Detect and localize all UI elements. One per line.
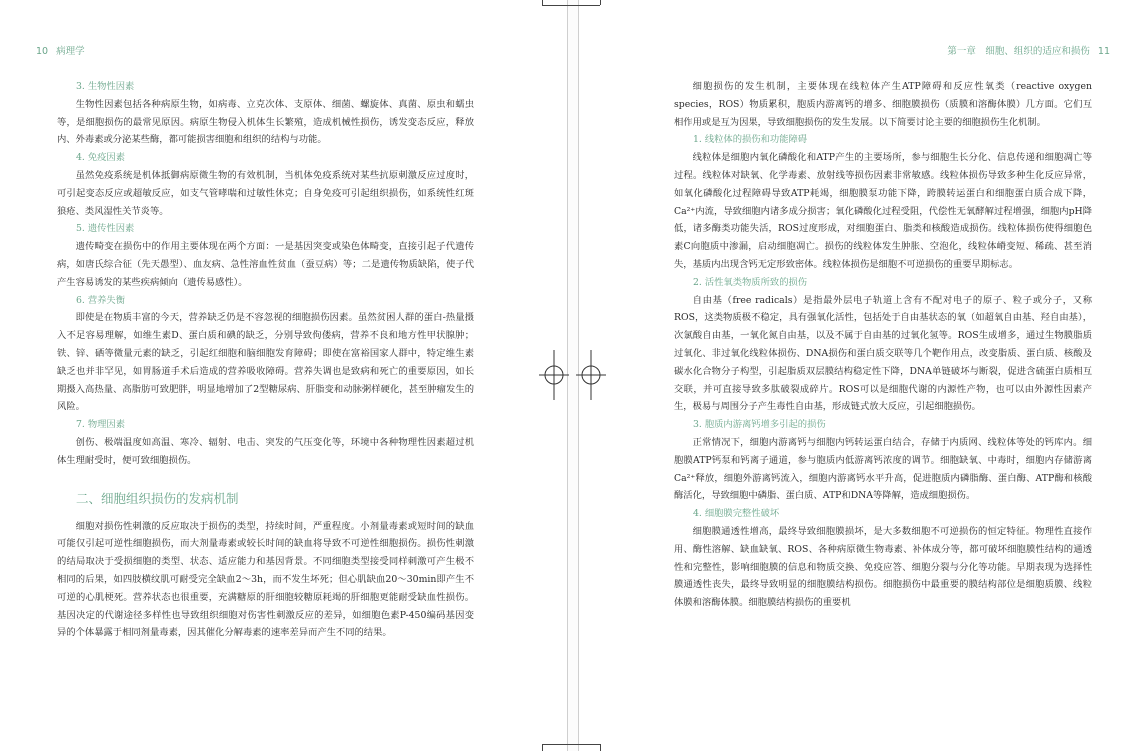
bottom-crop-mark [542, 744, 600, 745]
top-crop-mark-right [600, 0, 601, 5]
body-paragraph: 正常情况下，细胞内游离钙与细胞内钙转运蛋白结合，存储于内质网、线粒体等处的钙库内。细胞膜ATP钙泵和钙离子通道，参与胞质内低游离钙浓度的调节。细胞缺氧、中毒时，细胞内存储游离Ca²⁺释放，细胞外游离钙流入，细胞内游离钙水平升高，促进胞质内磷脂酶、蛋白酶、ATP酶和核酸酶活化，导致细胞中磷脂、蛋白质、ATP和DNA等降解，造成细胞损伤。 [674, 436, 1092, 502]
body-paragraph: 遗传畸变在损伤中的作用主要体现在两个方面：一是基因突变或染色体畸变，直接引起子代遗传病，如唐氏综合征（先天愚型）、血友病、急性溶血性贫血（蚕豆病）等；二是遗传物质缺陷，使子代产生容易诱发的某些疾病倾向（遗传易感性）。 [57, 241, 474, 288]
body-paragraph: 细胞损伤的发生机制，主要体现在线粒体产生ATP障碍和反应性氧类（reactive oxygen species，ROS）物质累积，胞质内游离钙的增多、细胞膜损伤（质膜和溶酶体膜）几方面。它们互相作用或是互为因果，导致细胞损伤的发生发展。以下简要讨论主要的细胞损伤生化机制。 [674, 81, 1092, 128]
body-paragraph: 细胞对损伤性刺激的反应取决于损伤的类型，持续时间，严重程度。小剂量毒素或短时间的缺血可能仅引起可逆性细胞损伤，而大剂量毒素或较长时间的缺血将导致不可逆性细胞损伤。损伤性刺激的结局取决于受损细胞的类型、状态、适应能力和基因背景。不同细胞类型接受同样刺激可产生极不相同的后果，如四肢横纹肌可耐受完全缺血2～3h，而不发生坏死；但心肌缺血20～30min即产生不可逆的心肌梗死。营养状态也很重要，充满糖原的肝细胞较糖原耗竭的肝细胞更能耐受缺血性损伤。基因决定的代谢途径多样性也导致组织细胞对伤害性刺激反应的差异，如细胞色素P-450编码基因变异的个体暴露于相同剂量毒素，因其催化分解毒素的速率差异而产生不同的结果。 [57, 520, 474, 639]
section-heading: 3. 生物性因素 [76, 81, 135, 92]
section-heading: 5. 遗传性因素 [76, 223, 135, 235]
left-page-number: 10 [36, 46, 49, 57]
bottom-crop-mark-left [542, 744, 543, 751]
body-paragraph: 生物性因素包括各种病原生物，如病毒、立克次体、支原体、细菌、螺旋体、真菌、原虫和蠕虫等，是细胞损伤的最常见原因。病原生物侵入机体生长繁殖，造成机械性损伤，诱发变态反应，释放内、外毒素或分泌某些酶，都可能损害细胞和组织的结构与功能。 [57, 98, 474, 146]
section-heading: 3. 胞质内游离钙增多引起的损伤 [693, 419, 826, 431]
body-paragraph: 创伤、极端温度如高温、寒冷、辐射、电击、突发的气压变化等，环境中各种物理性因素超过机体生理耐受时，便可致细胞损伤。 [57, 436, 474, 466]
right-page-number: 11 [1097, 46, 1110, 57]
top-crop-mark-left [542, 0, 543, 5]
chapter-section-heading: 二、细胞组织损伤的发病机制 [76, 490, 239, 506]
right-running-head [947, 43, 1110, 57]
registration-marks [535, 340, 615, 410]
section-heading: 7. 物理因素 [76, 419, 126, 431]
section-heading: 6. 营养失衡 [76, 294, 126, 306]
left-running-head [36, 43, 85, 57]
registration-mark-left [539, 350, 569, 400]
body-paragraph: 线粒体是细胞内氧化磷酸化和ATP产生的主要场所，参与细胞生长分化、信息传递和细胞凋亡等过程。线粒体对缺氧、化学毒素、放射线等损伤因素非常敏感。线粒体损伤导致多种生化反应异常，如氧化磷酸化过程障碍导致ATP耗竭，细胞膜泵功能下降，跨膜转运蛋白和细胞蛋白质合成下降，Ca²⁺内流，导致细胞内诸多成分损害；氧化磷酸化过程受阻，代偿性无氧酵解过程增强，细胞内pH降低，诸多酶类功能失活，ROS过度形成，对细胞蛋白、脂类和核酸造成损伤。线粒体损伤使得细胞色素C向胞质中渗漏，启动细胞凋亡。损伤的线粒体发生肿胀、空泡化，线粒体嵴变短、稀疏、甚至消失，基质内出现含钙无定形致密体。线粒体损伤是细胞不可逆损伤的重要早期标志。 [674, 152, 1092, 270]
section-heading: 4. 细胞膜完整性破坏 [693, 508, 780, 520]
left-header-title: 病理学 [56, 46, 85, 57]
section-heading: 4. 免疫因素 [76, 152, 126, 164]
section-heading: 1. 线粒体的损伤和功能障碍 [693, 134, 808, 146]
top-crop-mark [542, 5, 600, 6]
body-paragraph: 即使是在物质丰富的今天，营养缺乏仍是不容忽视的细胞损伤因素。虽然贫困人群的蛋白-热量摄入不足容易理解，如维生素D、蛋白质和碘的缺乏，分别导致佝偻病，营养不良和地方性甲状腺肿；铁、锌、硒等微量元素的缺乏，引起红细胞和脑细胞发育障碍；即使在富裕国家人群中，特定维生素缺乏也并非罕见，如胃肠道手术后造成的营养吸收障碍。营养失调也是致病和死亡的重要原因，如长期摄入高热量、高脂肪可致肥胖，明显地增加了2型糖尿病、肝脂变和动脉粥样硬化，甚至肿瘤发生的风险。 [57, 312, 474, 413]
registration-mark-right [576, 350, 606, 400]
body-paragraph: 自由基（free radicals）是指最外层电子轨道上含有不配对电子的原子、粒子或分子，又称ROS，这类物质极不稳定，具有强氧化活性，包括处于自由基状态的氧（如超氧自由基、羟自由基），次氯酸自由基，一氧化氮自由基，以及不属于自由基的过氧化氢等。ROS生成增多，通过生物膜脂质过氧化、非过氧化线粒体损伤、DNA损伤和蛋白质交联等几个靶作用点，改变脂质、蛋白质、核酸及碳水化合物分子构型，引起脂质双层膜结构稳定性下降，DNA单链破坏与断裂，促进含硫蛋白质相互交联，并可直接导致多肽破裂成碎片。ROS可以是细胞代谢的内源性产物，也可以由外源性因素产生，极易与周围分子产生毒性自由基，形成链式放大反应，引起细胞损伤。 [674, 294, 1092, 413]
right-page-body [674, 78, 1092, 612]
body-paragraph: 虽然免疫系统是机体抵御病原微生物的有效机制，当机体免疫系统对某些抗原刺激反应过度时，可引起变态反应或超敏反应，如支气管哮喘和过敏性休克；自身免疫可引起组织损伤，如系统性红斑狼疮、类风湿性关节炎等。 [57, 169, 474, 217]
right-header-title: 第一章 细胞、组织的适应和损伤 [947, 46, 1090, 57]
bottom-crop-mark-right [600, 744, 601, 751]
body-paragraph: 细胞膜通透性增高，最终导致细胞膜损坏，是大多数细胞不可逆损伤的恒定特征。物理性直接作用、酶性溶解、缺血缺氧、ROS、各种病原微生物毒素、补体成分等，都可破坏细胞膜性结构的通透性和完整性，影响细胞膜的信息和物质交换、免疫应答、细胞分裂与分化等功能。早期表现为选择性膜通透性丧失，最终导致明显的细胞膜结构损伤。细胞损伤中最重要的膜结构部位是细胞质膜、线粒体膜和溶酶体膜。细胞膜结构损伤的重要机 [674, 525, 1092, 609]
section-heading: 2. 活性氧类物质所致的损伤 [693, 276, 808, 288]
left-page-body [57, 78, 474, 642]
